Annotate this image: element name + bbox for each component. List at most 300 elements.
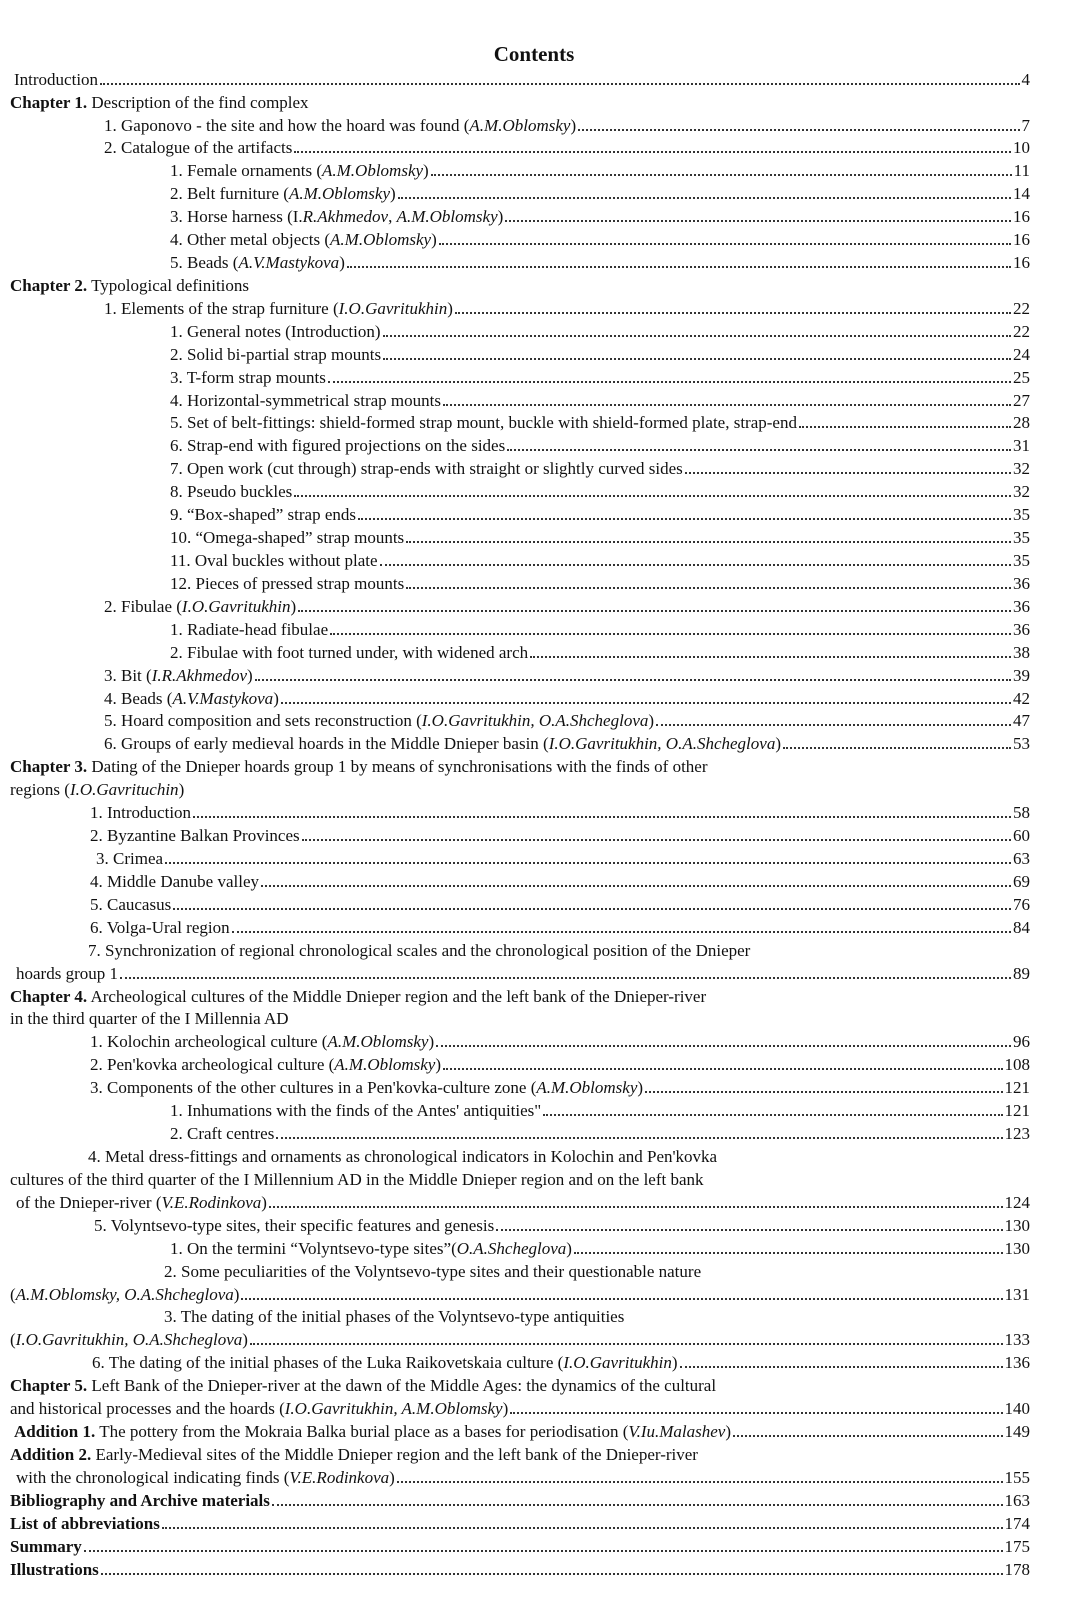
dot-leader <box>578 129 1019 131</box>
toc-entry-text: 2. Catalogue of the artifacts <box>104 138 293 157</box>
dot-leader <box>162 1527 1003 1529</box>
toc-entry-title <box>10 1512 160 1535</box>
toc-entry-text: ) <box>390 184 396 203</box>
toc-entry-text: 2. Fibulae ( <box>104 597 182 616</box>
dot-leader <box>431 174 1012 176</box>
toc-entry-page-number: 35 <box>1013 551 1030 570</box>
toc-entry-text: 1. Elements of the strap furniture ( <box>104 299 339 318</box>
toc-entry-label: Illustrations <box>10 1560 99 1579</box>
toc-entry-page-number: 42 <box>1013 689 1030 708</box>
toc-entry-page-number: 124 <box>1004 1193 1030 1212</box>
dot-leader <box>510 1412 1002 1414</box>
dot-leader <box>173 908 1011 910</box>
toc-entry-text: Left Bank of the Dnieper-river at the dawn of the Middle Ages: the dynamics of the cultural <box>87 1376 717 1395</box>
toc-entry <box>0 985 1068 1008</box>
toc-entry-title <box>10 1170 704 1189</box>
toc-entry <box>0 893 1068 916</box>
dot-leader <box>347 266 1011 268</box>
toc-entry-text: 12. Pieces of pressed strap mounts <box>170 574 405 593</box>
toc-entry-title <box>88 1147 717 1166</box>
toc-entry-text: 4. Other metal objects ( <box>170 230 331 249</box>
dot-leader <box>443 1068 1003 1070</box>
toc-entry-text: ) <box>233 1285 240 1304</box>
toc-entry-page-number: 133 <box>1004 1330 1030 1349</box>
toc-entry-text: ) <box>423 161 429 180</box>
toc-entry <box>0 1260 1068 1283</box>
toc-entry <box>0 389 1068 412</box>
toc-entry-text: Introduction <box>14 70 99 89</box>
dot-leader <box>358 518 1011 520</box>
dot-leader <box>574 1252 1003 1254</box>
toc-entry-text: ) <box>725 1422 731 1441</box>
toc-entry-text: 1. Kolochin archeological culture ( <box>90 1032 328 1051</box>
toc-entry-text: 7. Open work (cut through) strap-ends with straight or slightly curved sides <box>170 459 683 478</box>
toc-entry-title <box>90 916 230 939</box>
toc-entry-text: 4. Metal dress-fittings and ornaments as chronological indicators in Kolochin and Pen'kovka <box>88 1147 718 1166</box>
dot-leader <box>294 495 1011 497</box>
toc-entry-title <box>10 1445 698 1464</box>
toc-entry-page-number: 89 <box>1013 964 1030 983</box>
toc-entry <box>0 1237 1068 1260</box>
toc-entry-text: ) <box>435 1055 441 1074</box>
toc-entry <box>0 411 1068 434</box>
toc-entry-page-number: 38 <box>1013 643 1030 662</box>
toc-entry-author: I.O.Gavritukhin, O.A.Shcheglova <box>421 711 649 730</box>
toc-entry <box>0 1305 1068 1328</box>
toc-entry-text: ) <box>290 597 297 616</box>
toc-entry-text: 3. The dating of the initial phases of the Volyntsevo-type antiquities <box>164 1307 625 1326</box>
toc-entry <box>0 1512 1068 1535</box>
toc-entry <box>0 847 1068 870</box>
toc-entry-author: I.O.Gavrituchin <box>69 780 179 799</box>
toc-entry-text: ) <box>261 1193 267 1212</box>
toc-entry-label: Chapter 2. <box>10 276 88 295</box>
toc-entry-title <box>90 1076 643 1099</box>
toc-entry-page-number: 63 <box>1013 849 1030 868</box>
toc-entry-text: of the Dnieper-river ( <box>16 1193 162 1212</box>
toc-entry-text: Typological definitions <box>87 276 250 295</box>
toc-entry-text: 4. Horizontal-symmetrical strap mounts <box>170 391 441 410</box>
toc-entry-label: Addition 1. <box>14 1422 96 1441</box>
toc-entry-author: I.O.Gavritukhin <box>181 597 291 616</box>
toc-entry-label: Chapter 4. <box>10 987 88 1006</box>
toc-entry-title <box>10 1376 716 1395</box>
toc-entry-text: 2. Byzantine Balkan Provinces <box>90 826 300 845</box>
toc-entry-title <box>16 962 118 985</box>
toc-entry <box>0 709 1068 732</box>
toc-entry-author: V.E.Rodinkova <box>161 1193 262 1212</box>
toc-entry <box>0 962 1068 985</box>
toc-entry-title <box>10 1489 270 1512</box>
toc-entry-author: A.M.Oblomsky <box>327 1032 429 1051</box>
toc-entry-title <box>170 1237 572 1260</box>
toc-entry-page-number: 16 <box>1013 253 1030 272</box>
toc-entry-page-number: 39 <box>1013 666 1030 685</box>
toc-entry-text: 5. Set of belt-fittings: shield-formed strap mount, buckle with shield-formed plate, strap-end <box>170 413 797 432</box>
toc-entry-title <box>10 1328 248 1351</box>
toc-entry <box>0 434 1068 457</box>
toc-entry-text: ) <box>242 1330 248 1349</box>
toc-entry-text: ) <box>775 734 782 753</box>
toc-entry-text: 6. The dating of the initial phases of the Luka Raikovetskaia culture ( <box>92 1353 564 1372</box>
toc-entry-page-number: 4 <box>1021 70 1030 89</box>
toc-entry-page-number: 32 <box>1013 482 1030 501</box>
toc-entry-text: ( <box>10 1330 16 1349</box>
toc-entry-text: regions ( <box>10 780 70 799</box>
toc-entry-text: 2. Solid bi-partial strap mounts <box>170 345 382 364</box>
toc-entry-title <box>96 847 163 870</box>
toc-entry <box>0 595 1068 618</box>
toc-entry-title <box>170 1099 541 1122</box>
toc-entry-page-number: 136 <box>1004 1353 1030 1372</box>
toc-entry-title <box>10 276 249 295</box>
toc-entry-author: A.M.Oblomsky <box>536 1078 638 1097</box>
toc-entry-title <box>94 1214 494 1237</box>
toc-entry-text: 1. Female ornaments ( <box>170 161 323 180</box>
dot-leader <box>733 1435 1003 1437</box>
toc-entry-title <box>90 1030 434 1053</box>
toc-entry <box>0 1099 1068 1122</box>
toc-entry-text: 3. Bit ( <box>104 666 152 685</box>
toc-entry-title <box>92 1351 678 1374</box>
toc-entry <box>0 1168 1068 1191</box>
toc-entry-page-number: 7 <box>1021 116 1030 135</box>
toc-entry <box>0 114 1068 137</box>
toc-entry-author: V.Iu.Malashev <box>628 1422 726 1441</box>
toc-entry-text: 1. On the termini “Volyntsevo-type sites”( <box>170 1239 457 1258</box>
toc-entry-title <box>170 641 528 664</box>
dot-leader <box>496 1229 1002 1231</box>
toc-entry-label: Chapter 5. <box>10 1376 88 1395</box>
toc-entry <box>0 572 1068 595</box>
toc-entry <box>0 939 1068 962</box>
toc-entry <box>0 549 1068 572</box>
toc-entry-text: 3. T-form strap mounts <box>170 368 326 387</box>
toc-entry-title <box>170 572 404 595</box>
toc-entry-author: A.M.Oblomsky <box>322 161 424 180</box>
dot-leader <box>507 449 1011 451</box>
toc-entry <box>0 916 1068 939</box>
toc-entry-title <box>170 434 505 457</box>
toc-entry-label: Chapter 1. <box>10 93 88 112</box>
toc-entry-title <box>170 503 356 526</box>
dot-leader <box>261 885 1011 887</box>
toc-entry-page-number: 96 <box>1013 1032 1030 1051</box>
toc-entry-text: 9. “Box-shaped” strap ends <box>170 505 357 524</box>
toc-entry-title <box>10 93 309 112</box>
toc-entry-text: 2. Fibulae with foot turned under, with widened arch <box>170 643 529 662</box>
dot-leader <box>455 312 1011 314</box>
toc-entry-text: 1. General notes (Introduction) <box>170 322 381 341</box>
dot-leader <box>100 83 1019 85</box>
toc-entry <box>0 732 1068 755</box>
toc-entry <box>0 68 1068 91</box>
toc-entry-text: ) <box>273 689 279 708</box>
toc-entry <box>0 1466 1068 1489</box>
toc-entry <box>0 1535 1068 1558</box>
toc-entry-title <box>10 757 708 776</box>
dot-leader <box>294 151 1011 153</box>
toc-entry <box>0 1397 1068 1420</box>
toc-entry-text: 11. Oval buckles without plate <box>170 551 378 570</box>
toc-entry <box>0 641 1068 664</box>
toc-entry-author: I.O.Gavritukhin, A.M.Oblomsky <box>284 1399 503 1418</box>
toc-entry-page-number: 58 <box>1013 803 1030 822</box>
toc-entry-label: Addition 2. <box>10 1445 92 1464</box>
dot-leader <box>397 1481 1003 1483</box>
toc-entry-text: 6. Groups of early medieval hoards in the Middle Dnieper basin ( <box>104 734 549 753</box>
toc-entry <box>0 1420 1068 1443</box>
toc-entry-page-number: 25 <box>1013 368 1030 387</box>
toc-entry-text: 1. Introduction <box>90 803 192 822</box>
toc-entry <box>0 1351 1068 1374</box>
dot-leader <box>543 1114 1002 1116</box>
toc-entry-text: 4. Beads ( <box>104 689 173 708</box>
toc-entry-page-number: 10 <box>1013 138 1030 157</box>
toc-entry-page-number: 11 <box>1013 161 1030 180</box>
toc-entry-title <box>170 182 396 205</box>
toc-entry-title <box>90 870 259 893</box>
toc-entry-text: ) <box>502 1399 509 1418</box>
toc-entry-page-number: 149 <box>1004 1422 1030 1441</box>
toc-entry-title <box>104 687 279 710</box>
toc-entry-author: A.M.Oblomsky <box>330 230 432 249</box>
toc-entry-text: 4. Middle Danube valley <box>90 872 260 891</box>
toc-entry-text: ) <box>671 1353 678 1372</box>
toc-entry <box>0 870 1068 893</box>
dot-leader <box>193 816 1011 818</box>
toc-entry-text: 3. Horse harness (I. <box>170 207 303 226</box>
toc-entry-text: ) <box>648 711 655 730</box>
toc-entry-author: I.R.Akhmedov <box>151 666 248 685</box>
dot-leader <box>165 862 1011 864</box>
toc-entry-text: 2. Craft centres <box>170 1124 275 1143</box>
toc-entry-title <box>104 114 576 137</box>
toc-entry-title <box>170 549 378 572</box>
toc-entry-page-number: 76 <box>1013 895 1030 914</box>
toc-entry-title <box>170 366 326 389</box>
toc-entry-text: 1. Gaponovo - the site and how the hoard was found ( <box>104 116 470 135</box>
toc-entry-author: A.M.Oblomsky <box>396 207 498 226</box>
toc-entry-text: 2. Belt furniture ( <box>170 184 289 203</box>
toc-entry-text: 2. Pen'kovka archeological culture ( <box>90 1055 335 1074</box>
toc-entry <box>0 687 1068 710</box>
toc-entry-text: ( <box>10 1285 16 1304</box>
dot-leader <box>406 541 1011 543</box>
toc-entry-title <box>170 457 683 480</box>
dot-leader <box>269 1206 1003 1208</box>
toc-entry <box>0 1191 1068 1214</box>
toc-entry-text: 8. Pseudo buckles <box>170 482 293 501</box>
dot-leader <box>281 702 1011 704</box>
toc-entry-title <box>10 1009 289 1028</box>
toc-entry <box>0 1030 1068 1053</box>
toc-entry-page-number: 163 <box>1004 1491 1030 1510</box>
toc-entry-label: Summary <box>10 1537 82 1556</box>
toc-entry-text: and historical processes and the hoards ( <box>10 1399 285 1418</box>
toc-entry-page-number: 130 <box>1004 1239 1030 1258</box>
toc-entry-author: R.Akhmedov <box>302 207 389 226</box>
dot-leader <box>645 1091 1002 1093</box>
dot-leader <box>680 1366 1003 1368</box>
toc-entry-text: ) <box>497 207 504 226</box>
toc-entry-author: A.V.Mastykova <box>172 689 274 708</box>
dot-leader <box>380 564 1011 566</box>
toc-entry-page-number: 131 <box>1004 1285 1030 1304</box>
dot-leader <box>241 1298 1002 1300</box>
toc-entry-page-number: 27 <box>1013 391 1030 410</box>
toc-entry-text: 10. “Omega-shaped” strap mounts <box>170 528 405 547</box>
toc-entry-title <box>170 480 292 503</box>
toc-entry-title <box>104 664 253 687</box>
toc-entry-page-number: 16 <box>1013 230 1030 249</box>
toc-entry-text: 5. Hoard composition and sets reconstruction ( <box>104 711 422 730</box>
toc-entry-text: Early-Medieval sites of the Middle Dnieper region and the left bank of the Dnieper-river <box>91 1445 698 1464</box>
toc-entry <box>0 618 1068 641</box>
dot-leader <box>439 243 1011 245</box>
toc-entry-title <box>10 1558 99 1581</box>
toc-entry-text: 5. Beads ( <box>170 253 239 272</box>
toc-entry-title <box>14 68 98 91</box>
toc-entry-page-number: 175 <box>1004 1537 1030 1556</box>
toc-entry-text: ) <box>431 230 437 249</box>
toc-entry-author: V.E.Rodinkova <box>289 1468 390 1487</box>
dot-leader <box>272 1504 1003 1506</box>
toc-entry-page-number: 35 <box>1013 528 1030 547</box>
toc-entry-author: I.O.Gavritukhin, O.A.Shcheglova <box>15 1330 243 1349</box>
dot-leader <box>505 220 1011 222</box>
toc-entry-author: I.O.Gavritukhin <box>338 299 448 318</box>
toc-entry <box>0 480 1068 503</box>
toc-entry-text: 5. Caucasus <box>90 895 172 914</box>
toc-entry-text: Archeological cultures of the Middle Dnieper region and the left bank of the Dnieper-river <box>87 987 707 1006</box>
toc-entry-text: hoards group 1 <box>16 964 118 983</box>
toc-entry <box>0 366 1068 389</box>
dot-leader <box>298 610 1011 612</box>
toc-entry <box>0 274 1068 297</box>
toc-entry-page-number: 28 <box>1013 413 1030 432</box>
toc-entry-page-number: 31 <box>1013 436 1030 455</box>
dot-leader <box>232 931 1011 933</box>
dot-leader <box>530 656 1011 658</box>
toc-entry-text: 1. Inhumations with the finds of the Antes' antiquities" <box>170 1101 542 1120</box>
toc-entry-title <box>16 1466 395 1489</box>
toc-entry-page-number: 32 <box>1013 459 1030 478</box>
dot-leader <box>383 358 1011 360</box>
toc-entry-title <box>104 732 781 755</box>
toc-entry-title <box>170 618 328 641</box>
toc-entry <box>0 1122 1068 1145</box>
toc-entry <box>0 251 1068 274</box>
toc-entry-title <box>170 205 503 228</box>
toc-entry <box>0 1558 1068 1581</box>
toc-entry-author: A.M.Oblomsky <box>334 1055 436 1074</box>
toc-entry <box>0 1053 1068 1076</box>
toc-entry-text: with the chronological indicating finds ( <box>16 1468 290 1487</box>
dot-leader <box>120 977 1011 979</box>
toc-entry-page-number: 22 <box>1013 322 1030 341</box>
toc-entry-title <box>170 228 437 251</box>
toc-entry-page-number: 108 <box>1004 1055 1030 1074</box>
toc-entry-page-number: 14 <box>1013 184 1030 203</box>
page-title: Contents <box>493 42 575 66</box>
toc-entry-page-number: 60 <box>1013 826 1030 845</box>
dot-leader <box>84 1550 1003 1552</box>
toc-entry-text: 5. Volyntsevo-type sites, their specific features and genesis <box>94 1216 495 1235</box>
toc-entry-page-number: 36 <box>1013 574 1030 593</box>
toc-entry-page-number: 155 <box>1004 1468 1030 1487</box>
toc-entry <box>0 526 1068 549</box>
toc-entry-text: 7. Synchronization of regional chronological scales and the chronological position of the Dnieper <box>88 941 751 960</box>
toc-entry-title <box>170 1122 274 1145</box>
dot-leader <box>255 679 1011 681</box>
toc-entry-title <box>104 297 453 320</box>
toc-entry-text: The pottery from the Mokraia Balka burial place as a bases for periodisation ( <box>95 1422 629 1441</box>
dot-leader <box>799 426 1011 428</box>
toc-entry-page-number: 16 <box>1013 207 1030 226</box>
toc-entry <box>0 755 1068 778</box>
toc-entry-author: A.M.Oblomsky, O.A.Shcheglova <box>15 1285 234 1304</box>
toc-entry <box>0 1007 1068 1030</box>
dot-leader <box>328 381 1011 383</box>
toc-entry-text: Dating of the Dnieper hoards group 1 by means of synchronisations with the finds of other <box>87 757 708 776</box>
toc-entry-page-number: 69 <box>1013 872 1030 891</box>
toc-entry <box>0 778 1068 801</box>
toc-entry <box>0 664 1068 687</box>
dot-leader <box>656 724 1011 726</box>
toc-entry <box>0 182 1068 205</box>
toc-entry-title <box>88 941 750 960</box>
toc-entry-page-number: 53 <box>1013 734 1030 753</box>
toc-entry-text: ) <box>570 116 577 135</box>
toc-entry-text: ) <box>339 253 345 272</box>
toc-entry-page-number: 22 <box>1013 299 1030 318</box>
toc-entry-title <box>90 893 171 916</box>
toc-entry-text: 1. Radiate-head fibulae <box>170 620 329 639</box>
toc-entry-title <box>10 1397 508 1420</box>
toc-entry <box>0 824 1068 847</box>
toc-entry-page-number: 121 <box>1004 1101 1030 1120</box>
toc-entry-text: in the third quarter of the I Millennia AD <box>10 1009 289 1028</box>
toc-entry <box>0 801 1068 824</box>
toc-entry <box>0 297 1068 320</box>
dot-leader <box>250 1343 1003 1345</box>
toc-entry-text: , <box>388 207 397 226</box>
dot-leader <box>783 747 1011 749</box>
toc-entry-author: I.O.Gavritukhin, O.A.Shcheglova <box>548 734 776 753</box>
toc-entry-title <box>170 320 381 343</box>
toc-entry <box>0 136 1068 159</box>
toc-entry-author: A.M.Oblomsky <box>288 184 390 203</box>
toc-entry-page-number: 174 <box>1004 1514 1030 1533</box>
toc-entry-author: O.A.Shcheglova <box>456 1239 567 1258</box>
toc-entry-title <box>164 1307 624 1326</box>
toc-entry <box>0 1374 1068 1397</box>
toc-entry-page-number: 36 <box>1013 620 1030 639</box>
toc-entry-text: 3. Crimea <box>96 849 164 868</box>
toc-entry-title <box>10 780 184 799</box>
toc-entry-text: Description of the find complex <box>87 93 309 112</box>
toc-entry-text: 6. Volga-Ural region <box>90 918 230 937</box>
toc-entry-title <box>170 343 381 366</box>
toc-entry <box>0 1443 1068 1466</box>
toc-entry-text: ) <box>389 1468 395 1487</box>
toc-entry-title <box>170 411 797 434</box>
dot-leader <box>101 1573 1003 1575</box>
toc-entry-title <box>90 801 191 824</box>
toc-entry-title <box>164 1262 701 1281</box>
toc-entry-title <box>104 595 296 618</box>
